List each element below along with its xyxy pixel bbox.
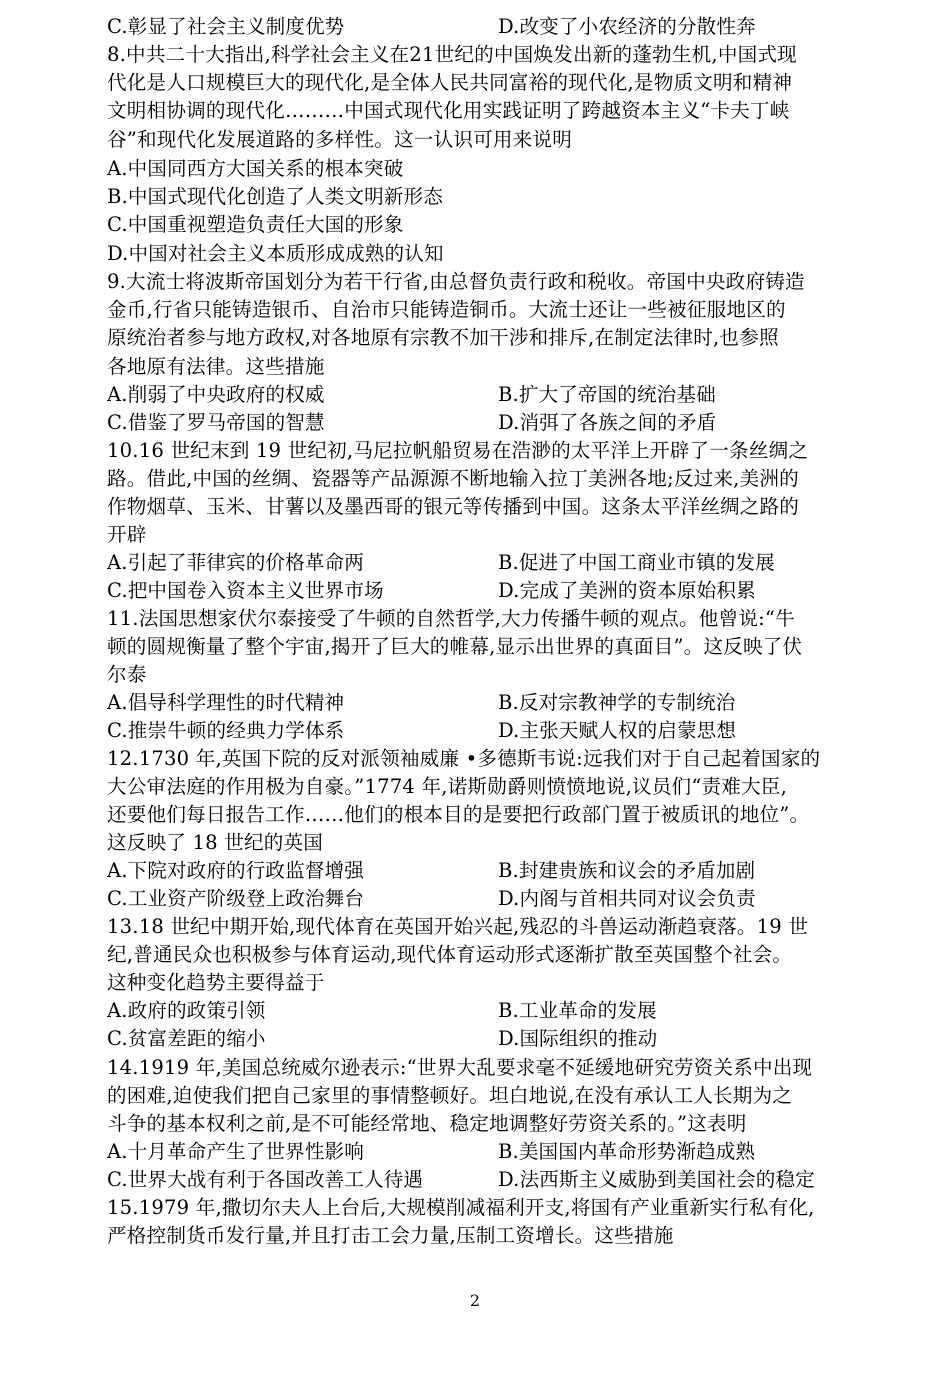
option-b: B.封建贵族和议会的矛盾加剧 xyxy=(498,859,756,882)
option-d: D.中国对社会主义本质形成成熟的认知 xyxy=(107,242,444,265)
question-stem-line: 各地原有法律。这些措施 xyxy=(107,355,325,378)
option-d: D.改变了小农经济的分散性奔 xyxy=(498,15,756,38)
option-row xyxy=(107,856,867,885)
option-a: A.引起了菲律宾的价格革命两 xyxy=(107,551,364,574)
page-number: 2 xyxy=(469,1291,481,1310)
question-stem-line: 14.1919 年,美国总统威尔逊表示:“世界大乱要求毫不延缓地研究劳资关系中出现 xyxy=(107,1056,813,1079)
question-stem-line: 的困难,迫使我们把自己家里的事情整顿好。坦白地说,在没有承认工人长期为之 xyxy=(107,1084,793,1107)
option-c: C.中国重视塑造负责任大国的形象 xyxy=(107,213,404,236)
question-stem-line: 10.16 世纪末到 19 世纪初,马尼拉帆船贸易在浩渺的太平洋上开辟了一条丝绸之 xyxy=(107,439,809,462)
option-row xyxy=(107,380,867,409)
option-row xyxy=(107,884,867,913)
option-b: B.反对宗教神学的专制统治 xyxy=(498,691,736,714)
option-a: A.政府的政策引领 xyxy=(107,999,266,1022)
option-a: A.倡导科学理性的时代精神 xyxy=(107,691,345,714)
option-a: A.中国同西方大国关系的根本突破 xyxy=(107,157,404,180)
option-c: C.工业资产阶级登上政治舞台 xyxy=(107,887,365,910)
question-stem-line: 纪,普通民众也积极参与体育运动,现代体育运动形式逐渐扩散至英国整个社会。 xyxy=(107,943,793,966)
question-stem-line: 这种变化趋势主要得益于 xyxy=(107,971,325,994)
option-b: B.扩大了帝国的统治基础 xyxy=(498,383,716,406)
question-stem-line: 9.大流士将波斯帝国划分为若干行省,由总督负责行政和税收。帝国中央政府铸造 xyxy=(107,270,805,293)
question-stem-line: 还要他们每日报告工作……他们的根本目的是要把行政部门置于被质讯的地位”。 xyxy=(107,803,810,826)
option-a: A.削弱了中央政府的权威 xyxy=(107,383,325,406)
option-row xyxy=(107,12,867,41)
option-c: C.世界大战有利于各国改善工人待遇 xyxy=(107,1168,424,1191)
option-b: B.促进了中国工商业市镇的发展 xyxy=(498,551,775,574)
option-row xyxy=(107,408,867,437)
question-stem-line: 11.法国思想家伏尔泰接受了牛顿的自然哲学,大力传播牛顿的观点。他曾说:“牛 xyxy=(107,607,795,630)
question-stem-line: 13.18 世纪中期开始,现代体育在英国开始兴起,残忍的斗兽运动渐趋衰落。19 世 xyxy=(107,915,809,938)
question-stem-line: 文明相协调的现代化………中国式现代化用实践证明了跨越资本主义“卡夫丁峡 xyxy=(107,99,790,122)
question-stem-line: 尔泰 xyxy=(107,663,147,686)
option-row xyxy=(107,1024,867,1053)
option-row xyxy=(107,1165,867,1194)
option-d: D.内阁与首相共同对议会负责 xyxy=(498,887,756,910)
option-b: B.工业革命的发展 xyxy=(498,999,657,1022)
option-a: A.下院对政府的行政监督增强 xyxy=(107,859,364,882)
question-stem-line: 斗争的基本权利之前,是不可能经常地、稳定地调整好劳资关系的。”这表明 xyxy=(107,1112,747,1135)
question-stem-line: 15.1979 年,撒切尔夫人上台后,大规模削减福利开支,将国有产业重新实行私有化, xyxy=(107,1196,815,1219)
question-stem-line: 顿的圆规衡量了整个宇宙,揭开了巨大的帷幕,显示出世界的真面目”。这反映了伏 xyxy=(107,635,803,658)
option-d: D.法西斯主义威胁到美国社会的稳定 xyxy=(498,1168,815,1191)
question-stem-line: 代化是人口规模巨大的现代化,是全体人民共同富裕的现代化,是物质文明和精神 xyxy=(107,71,793,94)
question-stem-line: 路。借此,中国的丝绸、瓷器等产品源源不断地输入拉丁美洲各地;反过来,美洲的 xyxy=(107,467,799,490)
option-d: D.国际组织的推动 xyxy=(498,1027,658,1050)
option-row xyxy=(107,996,867,1025)
option-row xyxy=(107,548,867,577)
question-stem-line: 严格控制货币发行量,并且打击工会力量,压制工资增长。这些措施 xyxy=(107,1224,674,1247)
option-row xyxy=(107,716,867,745)
option-row xyxy=(107,688,867,717)
question-stem-line: 原统治者参与地方政权,对各地原有宗教不加干涉和排斥,在制定法律时,也参照 xyxy=(107,326,779,349)
question-stem-line: 谷”和现代化发展道路的多样性。这一认识可用来说明 xyxy=(107,128,572,151)
option-b: B.中国式现代化创造了人类文明新形态 xyxy=(107,185,443,208)
question-stem-line: 这反映了 18 世纪的英国 xyxy=(107,831,324,854)
question-stem-line: 8.中共二十大指出,科学社会主义在21世纪的中国焕发出新的蓬勃生机,中国式现 xyxy=(107,43,797,66)
option-c: C.贫富差距的缩小 xyxy=(107,1027,266,1050)
option-c: C.推崇牛顿的经典力学体系 xyxy=(107,719,345,742)
question-stem-line: 金币,行省只能铸造银币、自治市只能铸造铜币。大流士还让一些被征服地区的 xyxy=(107,298,786,321)
option-c: C.借鉴了罗马帝国的智慧 xyxy=(107,411,325,434)
option-row xyxy=(107,576,867,605)
question-stem-line: 作物烟草、玉米、甘薯以及墨西哥的银元等传播到中国。这条太平洋丝绸之路的 xyxy=(107,495,800,518)
option-b: B.美国国内革命形势渐趋成熟 xyxy=(498,1140,756,1163)
option-row xyxy=(107,1137,867,1166)
option-d: D.完成了美洲的资本原始积累 xyxy=(498,579,756,602)
option-a: A.十月革命产生了世界性影响 xyxy=(107,1140,364,1163)
option-d: D.消弭了各族之间的矛盾 xyxy=(498,411,717,434)
option-c: C.把中国卷入资本主义世界市场 xyxy=(107,579,384,602)
question-stem-line: 开辟 xyxy=(107,523,147,546)
question-stem-line: 12.1730 年,英国下院的反对派领袖威廉 •多德斯韦说:远我们对于自己起着国家的 xyxy=(107,747,821,770)
question-stem-line: 大公审法庭的作用极为自豪。”1774 年,诺斯勋爵则愤愤地说,议员们“责难大臣, xyxy=(107,775,788,798)
option-d: D.主张天赋人权的启蒙思想 xyxy=(498,719,737,742)
option-c: C.彰显了社会主义制度优势 xyxy=(107,15,345,38)
